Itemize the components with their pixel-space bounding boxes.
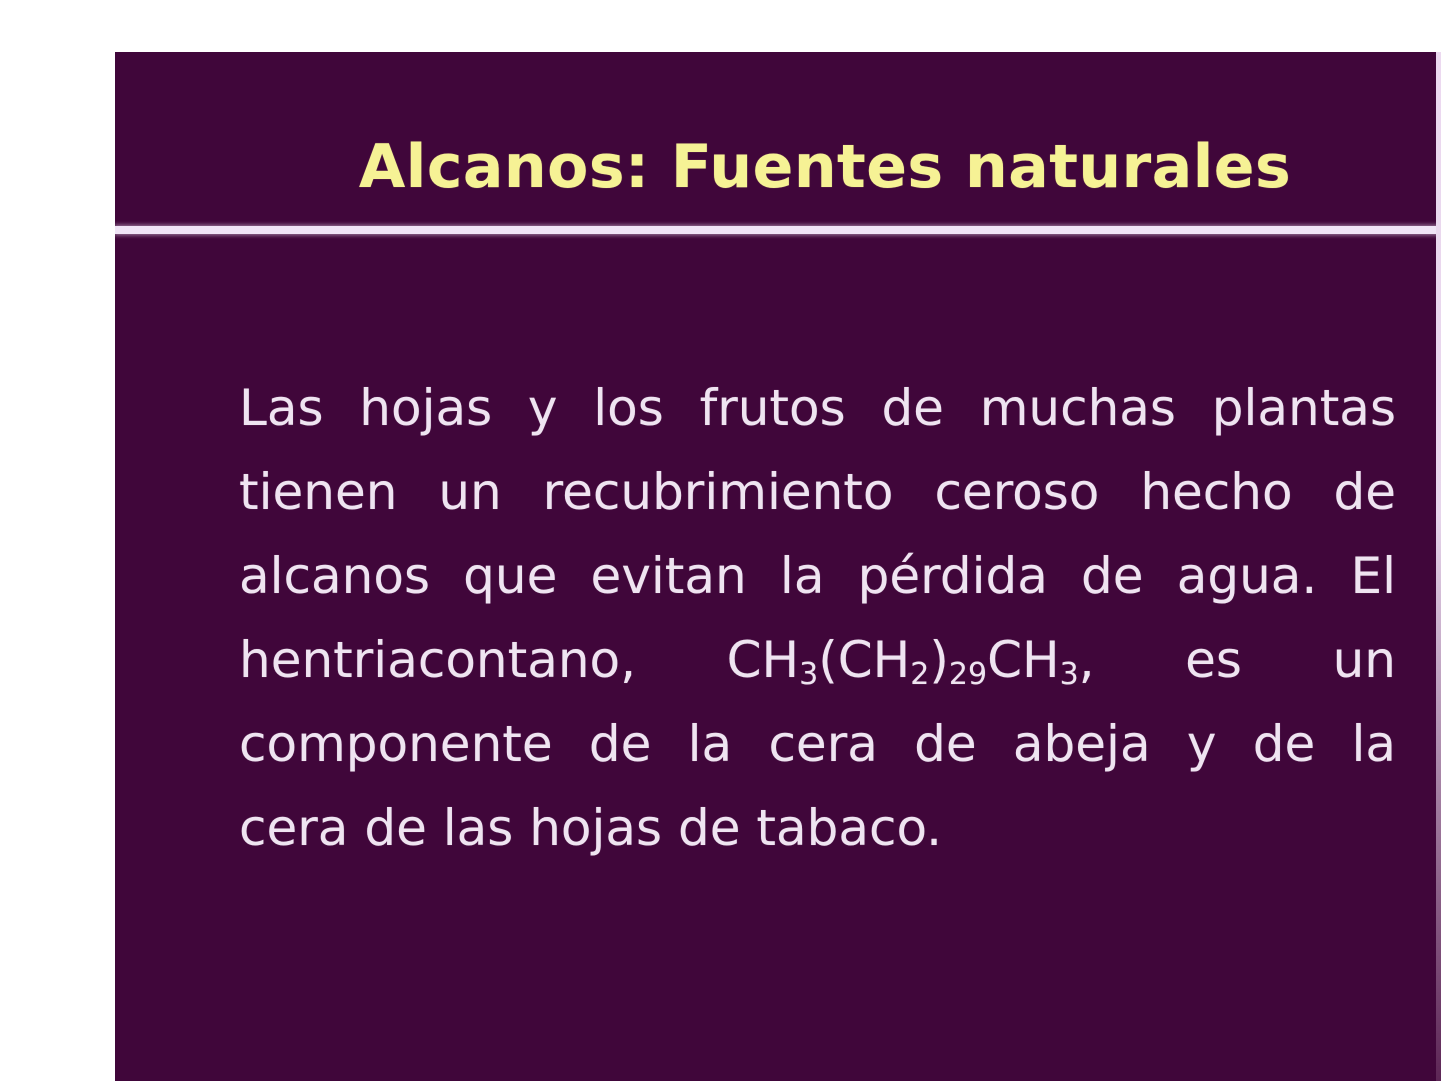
formula-segment: CH bbox=[987, 631, 1060, 689]
slide-body bbox=[115, 234, 1441, 870]
body-line-5: componente de la cera de abeja y de la bbox=[239, 715, 1396, 773]
formula-segment: ) bbox=[929, 631, 949, 689]
body-line-2: tienen un recubrimiento ceroso hecho de bbox=[239, 463, 1396, 521]
formula-segment: (CH bbox=[818, 631, 911, 689]
chemical-formula bbox=[727, 618, 1095, 702]
formula-subscript: 2 bbox=[910, 656, 930, 692]
formula-comma: , bbox=[1078, 631, 1095, 689]
formula-subscript: 3 bbox=[799, 656, 819, 692]
formula-word-after-2: un bbox=[1332, 631, 1396, 689]
formula-subscript: 29 bbox=[948, 656, 988, 692]
slide-title: Alcanos: Fuentes naturales bbox=[358, 132, 1292, 202]
formula-subscript: 3 bbox=[1059, 656, 1079, 692]
formula-word-before: hentriacontano, bbox=[239, 631, 637, 689]
body-line-1: Las hojas y los frutos de muchas plantas bbox=[239, 379, 1396, 437]
title-divider bbox=[115, 226, 1441, 234]
formula-segment: CH bbox=[726, 631, 800, 689]
presentation-slide bbox=[115, 52, 1441, 1081]
body-line-4-formula bbox=[239, 618, 1396, 702]
body-line-6: cera de las hojas de tabaco. bbox=[239, 799, 943, 857]
formula-word-after-1: es bbox=[1185, 631, 1242, 689]
slide-header bbox=[115, 52, 1441, 226]
body-line-3: alcanos que evitan la pérdida de agua. El bbox=[239, 547, 1396, 605]
slide-right-edge bbox=[1436, 52, 1441, 1081]
